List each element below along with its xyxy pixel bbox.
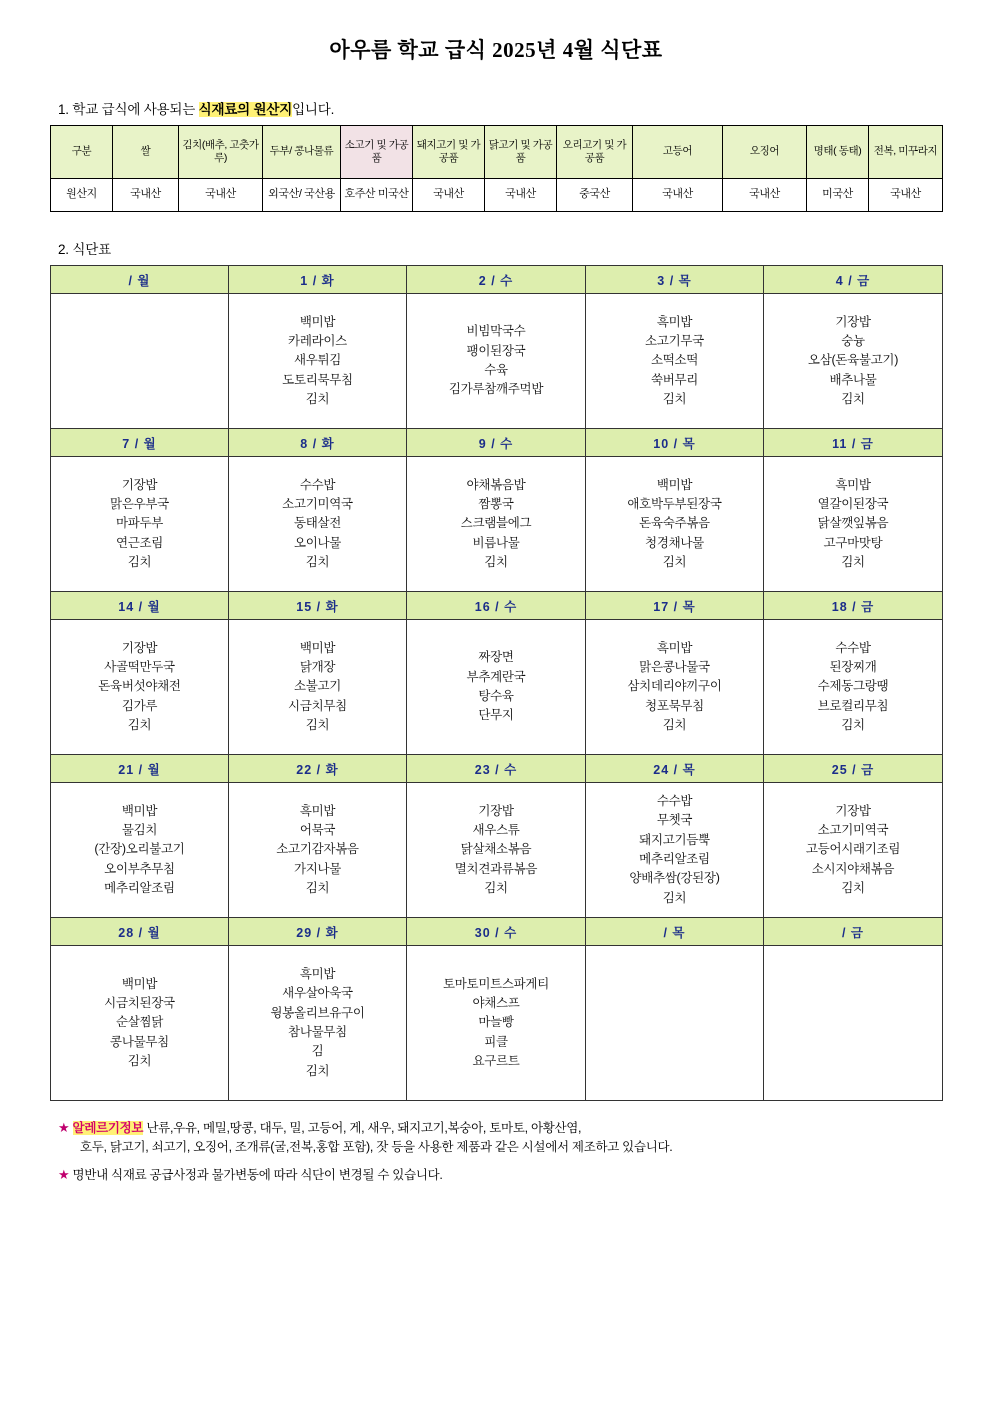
- week-day-header-row: [51, 918, 943, 946]
- day-header-cell: 4 / 금: [764, 266, 943, 294]
- day-header-cell: 9 / 수: [407, 429, 586, 457]
- day-header-cell: 17 / 목: [586, 592, 764, 620]
- meal-cell: 수수밥 무쳇국 돼지고기듬뿍 메추리알조림 양배추쌈(강된장) 김치: [586, 783, 764, 918]
- meal-cell: 백미밥 시금치된장국 순살찜닭 콩나물무침 김치: [51, 946, 229, 1101]
- meal-cell: 백미밥 카레라이스 새우튀김 도토리묵무침 김치: [229, 294, 407, 429]
- day-header-cell: 11 / 금: [764, 429, 943, 457]
- meal-cell: 수수밥 소고기미역국 동태살전 오이나물 김치: [229, 457, 407, 592]
- footer-notes: [50, 1119, 942, 1185]
- day-header-cell: 7 / 월: [51, 429, 229, 457]
- day-header-cell: 15 / 화: [229, 592, 407, 620]
- meal-cell: 비빔막국수 팽이된장국 수육 김가루참깨주먹밥: [407, 294, 586, 429]
- meal-cell: 수수밥 된장찌개 수제동그랑땡 브로컬리무침 김치: [764, 620, 943, 755]
- allergy-note-title: 알레르기정보: [72, 1121, 144, 1135]
- meal-cell: 백미밥 닭개장 소불고기 시금치무침 김치: [229, 620, 407, 755]
- origin-value-cell: 외국산/ 국산용: [263, 179, 341, 212]
- day-header-cell: / 금: [764, 918, 943, 946]
- monthly-menu-table: [50, 265, 943, 1101]
- week-meal-row: [51, 946, 943, 1101]
- allergy-note-line2: 호두, 닭고기, 쇠고기, 오징어, 조개류(굴,전복,홍합 포함), 잣 등을 사용한 제품과 같은 시설에서 제조하고 있습니다.: [80, 1139, 673, 1154]
- page-title: 아우름 학교 급식 2025년 4월 식단표: [329, 38, 663, 62]
- meal-cell: 기장밥 사골떡만두국 돈육버섯야채전 김가루 김치: [51, 620, 229, 755]
- origin-header-cell: 구분: [51, 126, 113, 179]
- meal-cell: [586, 946, 764, 1101]
- menu-section-label: 2. 식단표: [58, 242, 111, 257]
- origin-value-cell: 국내산: [633, 179, 723, 212]
- week-meal-row: [51, 457, 943, 592]
- origin-section-label: [58, 98, 942, 118]
- meal-cell: 흑미밥 어묵국 소고기감자볶음 가지나물 김치: [229, 783, 407, 918]
- meal-cell: 흑미밥 맑은콩나물국 삼치데리야끼구이 청포묵무침 김치: [586, 620, 764, 755]
- week-meal-row: [51, 294, 943, 429]
- origin-table: [50, 125, 943, 212]
- origin-header-cell: 전복, 미꾸라지: [869, 126, 943, 179]
- star-icon: ★: [58, 1166, 70, 1182]
- day-header-cell: 16 / 수: [407, 592, 586, 620]
- origin-header-cell: 김치(배추, 고춧가루): [179, 126, 263, 179]
- day-header-cell: 22 / 화: [229, 755, 407, 783]
- meal-cell: 흑미밥 소고기무국 소떡소떡 쑥버무리 김치: [586, 294, 764, 429]
- day-header-cell: 25 / 금: [764, 755, 943, 783]
- day-header-cell: 2 / 수: [407, 266, 586, 294]
- day-header-cell: 18 / 금: [764, 592, 943, 620]
- day-header-cell: 23 / 수: [407, 755, 586, 783]
- origin-label-post: 입니다.: [292, 102, 335, 117]
- origin-header-cell: 명태( 동태): [807, 126, 869, 179]
- origin-header-cell: 소고기 및 가공품: [341, 126, 413, 179]
- week-day-header-row: [51, 592, 943, 620]
- meal-cell: 백미밥 물김치 (간장)오리불고기 오이부추무침 메추리알조림: [51, 783, 229, 918]
- meal-cell: [764, 946, 943, 1101]
- week-day-header-row: [51, 429, 943, 457]
- day-header-cell: 28 / 월: [51, 918, 229, 946]
- week-day-header-row: [51, 755, 943, 783]
- origin-header-cell: 오리고기 및 가공품: [557, 126, 633, 179]
- allergy-note-line1: 난류,우유, 메밀,땅콩, 대두, 밀, 고등어, 게, 새우, 돼지고기,복숭아, 토마토, 아황산염,: [146, 1121, 582, 1135]
- origin-value-cell: 국내산: [413, 179, 485, 212]
- meal-cell: 흑미밥 새우살아욱국 윙봉올리브유구이 참나물무침 김 김치: [229, 946, 407, 1101]
- star-icon: ★: [58, 1120, 70, 1135]
- meal-cell: 야채볶음밥 짬뽕국 스크램블에그 비름나물 김치: [407, 457, 586, 592]
- week-meal-row: [51, 620, 943, 755]
- meal-cell: 토마토미트스파게티 야채스프 마늘빵 피클 요구르트: [407, 946, 586, 1101]
- meal-cell: 짜장면 부추계란국 탕수육 단무지: [407, 620, 586, 755]
- origin-row-label: 원산지: [51, 179, 113, 212]
- origin-value-cell: 국내산: [179, 179, 263, 212]
- origin-value-cell: 국내산: [723, 179, 807, 212]
- meal-cell: 흑미밥 열갈이된장국 닭살깻잎볶음 고구마맛탕 김치: [764, 457, 943, 592]
- origin-header-row: [51, 126, 943, 179]
- origin-value-cell: 미국산: [807, 179, 869, 212]
- change-note: [50, 1166, 942, 1185]
- week-day-header-row: [51, 266, 943, 294]
- day-header-cell: / 월: [51, 266, 229, 294]
- origin-value-cell: 호주산 미국산: [341, 179, 413, 212]
- origin-header-cell: 쌀: [113, 126, 179, 179]
- origin-header-cell: 두부/ 콩나물류: [263, 126, 341, 179]
- meal-cell: 기장밥 숭늉 오삼(돈육불고기) 배추나물 김치: [764, 294, 943, 429]
- week-meal-row: [51, 783, 943, 918]
- origin-value-row: [51, 179, 943, 212]
- origin-value-cell: 국내산: [869, 179, 943, 212]
- day-header-cell: 29 / 화: [229, 918, 407, 946]
- origin-value-cell: 중국산: [557, 179, 633, 212]
- meal-cell: 백미밥 애호박두부된장국 돈육숙주볶음 청경채나물 김치: [586, 457, 764, 592]
- day-header-cell: 1 / 화: [229, 266, 407, 294]
- day-header-cell: 30 / 수: [407, 918, 586, 946]
- origin-label-pre: 1. 학교 급식에 사용되는: [58, 102, 199, 117]
- origin-header-cell: 고등어: [633, 126, 723, 179]
- day-header-cell: 24 / 목: [586, 755, 764, 783]
- origin-header-cell: 돼지고기 및 가공품: [413, 126, 485, 179]
- day-header-cell: 21 / 월: [51, 755, 229, 783]
- meal-cell: 기장밥 새우스튜 닭살채소볶음 멸치견과류볶음 김치: [407, 783, 586, 918]
- day-header-cell: 14 / 월: [51, 592, 229, 620]
- day-header-cell: / 목: [586, 918, 764, 946]
- meal-cell: [51, 294, 229, 429]
- origin-value-cell: 국내산: [113, 179, 179, 212]
- origin-header-cell: 오징어: [723, 126, 807, 179]
- meal-cell: 기장밥 맑은우부국 마파두부 연근조림 김치: [51, 457, 229, 592]
- origin-header-cell: 닭고기 및 가공품: [485, 126, 557, 179]
- day-header-cell: 8 / 화: [229, 429, 407, 457]
- origin-label-highlight: 식재료의 원산지: [198, 102, 293, 117]
- meal-cell: 기장밥 소고기미역국 고등어시래기조림 소시지야채볶음 김치: [764, 783, 943, 918]
- day-header-cell: 10 / 목: [586, 429, 764, 457]
- change-note-text: 명반내 식재료 공급사정과 물가변동에 따라 식단이 변경될 수 있습니다.: [72, 1167, 443, 1182]
- origin-value-cell: 국내산: [485, 179, 557, 212]
- allergy-note: [50, 1119, 942, 1156]
- day-header-cell: 3 / 목: [586, 266, 764, 294]
